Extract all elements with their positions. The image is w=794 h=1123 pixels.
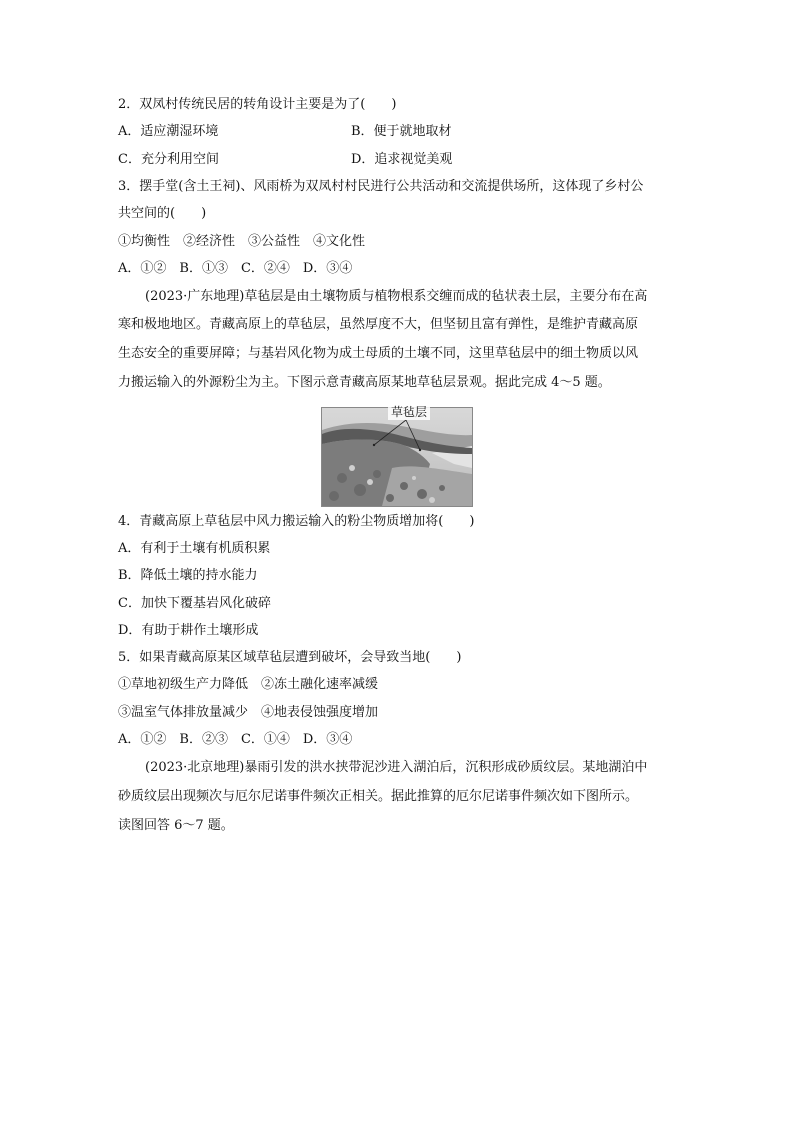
passage2-line3: 读图回答 6～7 题。	[118, 818, 234, 833]
q2-stem: 2．双凤村传统民居的转角设计主要是为了( )	[118, 97, 397, 112]
passage1-line2: 寒和极地地区。青藏高原上的草毡层，虽然厚度不大，但坚韧且富有弹性，是维护青藏高原	[118, 317, 639, 332]
passage2-line1: (2023·北京地理)暴雨引发的洪水挟带泥沙进入湖泊后，沉积形成砂质纹层。某地湖泊中	[145, 760, 648, 775]
q2-option-d: D．追求视觉美观	[351, 152, 453, 167]
q5-items-line2: ③温室气体排放量减少 ④地表侵蚀强度增加	[118, 705, 379, 720]
figure-label: 草毡层	[388, 404, 430, 420]
q4-option-b: B．降低土壤的持水能力	[118, 568, 258, 583]
passage1-line4: 力搬运输入的外源粉尘为主。下图示意青藏高原某地草毡层景观。据此完成 4～5 题。	[118, 375, 611, 390]
q3-choices: A．①② B．①③ C．②④ D．③④	[118, 261, 353, 276]
q4-option-c: C．加快下覆基岩风化破碎	[118, 596, 271, 611]
q2-option-b: B．便于就地取材	[351, 124, 452, 139]
q3-items: ①均衡性 ②经济性 ③公益性 ④文化性	[118, 234, 366, 249]
q4-option-d: D．有助于耕作土壤形成	[118, 623, 259, 638]
grass-felt-layer-photo	[321, 407, 473, 507]
q2-option-a: A．适应潮湿环境	[118, 124, 219, 139]
q5-stem: 5．如果青藏高原某区域草毡层遭到破坏，会导致当地( )	[118, 650, 462, 665]
q2-option-c: C．充分利用空间	[118, 152, 219, 167]
q3-stem-line2: 共空间的( )	[118, 206, 207, 221]
q5-choices: A．①② B．②③ C．①④ D．③④	[118, 732, 353, 747]
passage2-line2: 砂质纹层出现频次与厄尔尼诺事件频次正相关。据此推算的厄尔尼诺事件频次如下图所示。	[118, 789, 639, 804]
q5-items-line1: ①草地初级生产力降低 ②冻土融化速率减缓	[118, 677, 379, 692]
q4-option-a: A．有利于土壤有机质积累	[118, 541, 271, 556]
q4-stem: 4．青藏高原上草毡层中风力搬运输入的粉尘物质增加将( )	[118, 514, 475, 529]
q3-stem-line1: 3．摆手堂(含土王祠)、风雨桥为双凤村村民进行公共活动和交流提供场所，这体现了乡村公	[118, 179, 644, 194]
passage1-line3: 生态安全的重要屏障；与基岩风化物为成土母质的土壤不同，这里草毡层中的细土物质以风	[118, 346, 639, 361]
passage1-line1: (2023·广东地理)草毡层是由土壤物质与植物根系交缠而成的毡状表土层，主要分布在高	[145, 289, 648, 304]
